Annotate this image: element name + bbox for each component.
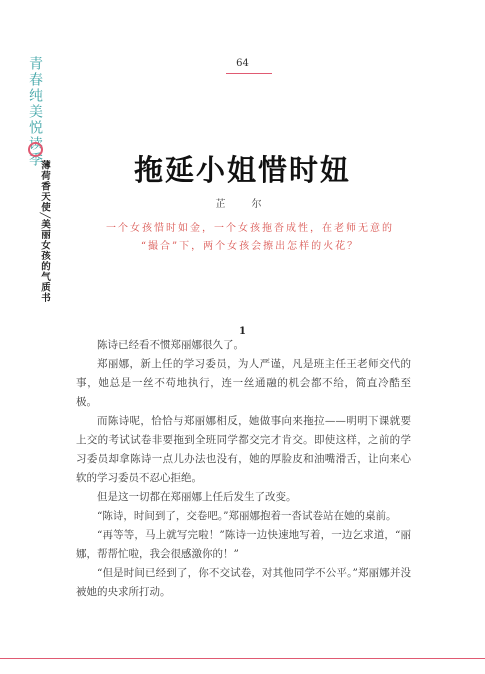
paragraph: “但是时间已经到了，你不交试卷，对其他同学不公平。”郑丽娜并没被她的央求所打动。 <box>76 567 411 598</box>
section-number: 1 <box>239 326 246 337</box>
summary-line: “撮合”下，两个女孩会擦出怎样的火花？ <box>140 241 360 252</box>
article-summary <box>100 220 400 256</box>
author-name: 芷 尔 <box>215 199 270 210</box>
paragraph: 而陈诗呢，恰恰与郑丽娜相反，她做事向来拖拉——明明下课就要上交的考试试卷非要拖到全班同学都交完才肯交。即使这样，之前的学习委员却拿陈诗一点儿办法也没有，她的厚脸皮和油嘴滑舌，让向来心软的学习委员不忍心拒绝。 <box>76 415 411 484</box>
page-number: 64 <box>236 58 249 69</box>
article-title: 拖延小姐惜时妞 <box>133 153 351 187</box>
paragraph: “陈诗，时间到了，交卷吧。”郑丽娜抱着一沓试卷站在她的桌前。 <box>97 510 397 522</box>
paragraph: 但是这一切都在郑丽娜上任后发生了改变。 <box>97 491 297 503</box>
page-number-divider <box>226 73 272 74</box>
paragraph: 陈诗已经看不惯郑丽娜很久了。 <box>97 339 244 351</box>
bottom-rule <box>0 658 485 659</box>
paragraph: 郑丽娜，新上任的学习委员，为人严谨，凡是班主任王老师交代的事，她总是一丝不苟地执行，连一丝通融的机会都不给，简直冷酷至极。 <box>76 358 411 408</box>
paragraph: “再等等，马上就写完啦！”陈诗一边快速地写着，一边乞求道，“丽娜，帮帮忙啦，我会很感激你的！” <box>76 529 411 560</box>
article-body <box>76 336 411 602</box>
summary-line: 一个女孩惜时如金，一个女孩拖沓成性，在老师无意的 <box>106 223 394 234</box>
series-title: 青春纯美悦读季 <box>27 56 43 168</box>
series-subtitle: 薄荷香天使╱美丽女孩的气质书 <box>39 160 50 304</box>
